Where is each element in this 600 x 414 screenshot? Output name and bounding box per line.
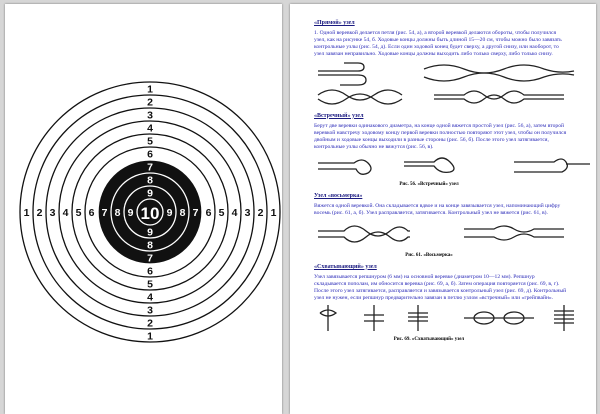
- paragraph-line: узел, как на рисунке 54, б. Ходовые концы должны быть длиной 15—20 см, чтобы можно было завязать: [314, 37, 562, 44]
- section-title: Узел «восьмерка»: [314, 193, 363, 200]
- ring-label: 1: [23, 207, 30, 219]
- ring-label: 5: [75, 207, 82, 219]
- knot-illustration: [314, 305, 594, 331]
- ring-label: 1: [147, 83, 153, 96]
- ring-label: 1: [270, 207, 277, 219]
- ring-label: 3: [244, 207, 251, 219]
- figure-61: [314, 221, 596, 250]
- paragraph-line: узел завязан неправильно. Ходовые концы должны выходить либо только сверху, либо только снизу.: [314, 51, 553, 58]
- figure-caption: Рис. 61. «Восьмерка»: [405, 252, 453, 258]
- knot-illustration: [314, 221, 594, 247]
- page-target: [5, 4, 282, 414]
- paragraph-line: контрольные узлы (рис. 54, д). Если один ходовой конец будет сверху, а другой снизу, или наоборот, то: [314, 44, 559, 51]
- ring-label: 7: [147, 161, 153, 174]
- document-body: [314, 18, 596, 343]
- ring-label: 7: [192, 207, 199, 219]
- ring-label: 8: [147, 239, 153, 252]
- section-title: «Прямой» узел: [314, 20, 355, 26]
- target-center-label: 10: [140, 204, 160, 223]
- ring-label: 7: [147, 252, 153, 265]
- ring-label: 6: [147, 265, 153, 278]
- ring-label: 3: [49, 207, 56, 219]
- ring-label: 8: [147, 174, 153, 187]
- ring-label: 5: [147, 278, 153, 291]
- section-title: «Встречный» узел: [314, 112, 364, 119]
- ring-label: 6: [147, 148, 153, 161]
- ring-label: 3: [147, 109, 153, 122]
- ring-label: 2: [257, 207, 264, 219]
- paragraph-line: веревкой навстречу ходовому концу первой веревки полностью повторяют этот узел, чтобы он получился: [314, 129, 567, 136]
- paragraph-line: 1. Одной веревкой делается петля (рис. 54, а), а второй веревкой делаются обороты, чтобы получился: [314, 30, 557, 37]
- target-drawing: [5, 4, 282, 414]
- page-knots: [290, 4, 596, 414]
- ring-label: 4: [147, 122, 153, 135]
- paragraph-line: Берут две веревки одинакового диаметра, на конце одной вяжется простой узел (рис. 56, а), затем второй: [314, 122, 564, 129]
- ring-label: 8: [114, 207, 121, 219]
- ring-label: 9: [147, 187, 153, 200]
- ring-label: 7: [101, 207, 108, 219]
- figure-caption: Рис. 56. «Встречный» узел: [399, 182, 459, 188]
- knot-illustration: [314, 154, 594, 176]
- ring-label: 6: [88, 207, 95, 219]
- section-title: «Схватывающий» узел: [314, 263, 377, 270]
- ring-label: 4: [231, 207, 238, 219]
- ring-label: 4: [62, 207, 69, 219]
- paragraph-line: двойным и ходовые концы выходили в разные стороны (рис. 56, б). После этого узел затягивается,: [314, 136, 549, 143]
- ring-label: 9: [166, 207, 173, 219]
- ring-label: 8: [179, 207, 186, 219]
- ring-label: 5: [218, 207, 225, 219]
- ring-label: 4: [147, 291, 153, 304]
- paragraph-line: Узел завязывается репшнуром (6 мм) на основной веревке (диаметром 10—12 мм). Репшнур: [314, 273, 535, 280]
- ring-label: 2: [147, 317, 153, 330]
- figure-54: [314, 61, 596, 110]
- ring-label: 9: [127, 207, 134, 219]
- ring-label: 1: [147, 330, 153, 343]
- paragraph-line: После этого узел затягивается, расправляется и завязывается контрольный узел (рис. 69, д). Контрольный: [314, 287, 567, 294]
- ring-label: 2: [147, 96, 153, 109]
- figure-caption: Рис. 69. «Схватывающий» узел: [393, 337, 465, 343]
- paragraph-line: Вяжется одной веревкой. Она складывается вдвое и на конце завязывается узел, напоминающий цифру: [314, 203, 561, 210]
- paragraph-line: восемь (рис. 61, а, б). Узел расправляется, затягивается. Контрольный узел не вяжется (рис. 61, в).: [314, 210, 548, 217]
- paragraph-line: складывается пополам, им обносится веревка (рис. 69, а, б). Затем операция повторяется (рис. 69, в, г).: [314, 280, 560, 287]
- ring-label: 9: [147, 226, 153, 239]
- paragraph-line: узел не нужен, если репшнур предварительно завязан в петлю узлом «встречный» или «грейпвайн».: [314, 295, 554, 302]
- paragraph-line: контрольные узлы обычно не вяжутся (рис. 56, в).: [314, 143, 434, 150]
- knot-illustration: [314, 61, 594, 107]
- figure-69: [314, 305, 596, 334]
- ring-label: 6: [205, 207, 212, 219]
- ring-label: 3: [147, 304, 153, 317]
- ring-label: 2: [36, 207, 43, 219]
- figure-56: [314, 154, 596, 179]
- ring-label: 5: [147, 135, 153, 148]
